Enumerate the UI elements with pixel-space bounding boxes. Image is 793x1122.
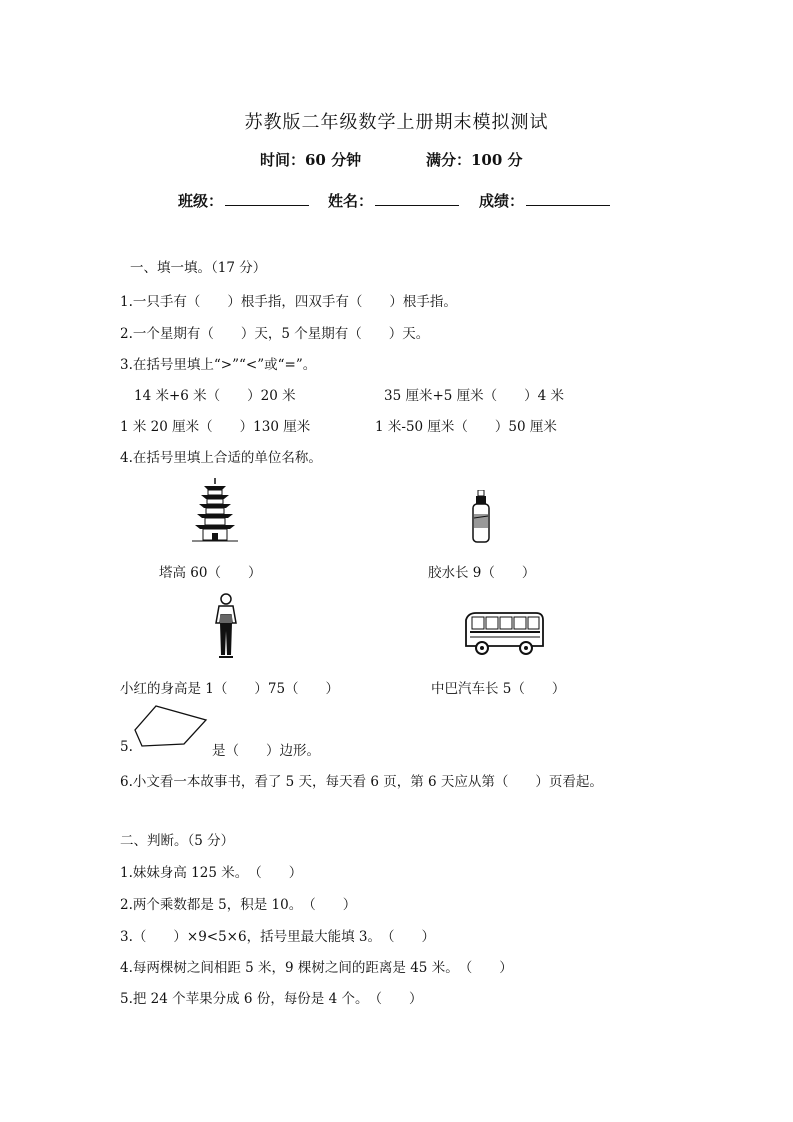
s2-question-5: 5.把 24 个苹果分成 6 份，每份是 4 个。 （ ） (120, 991, 423, 1007)
class-label: 班级： (178, 192, 224, 210)
page-title: 苏教版二年级数学上册期末模拟测试 (244, 112, 549, 133)
s1-question-4a: 塔高 60（ ） (159, 565, 262, 581)
s2-question-4: 4.每两棵树之间相距 5 米，9 棵树之间的距离是 45 米。 （ ） (120, 960, 513, 976)
s1-question-4d: 中巴汽车长 5（ ） (431, 681, 566, 697)
class-field (178, 190, 309, 211)
s1-question-3b: 35 厘米+5 厘米（ ）4 米 (384, 388, 565, 404)
pentagon-shape (132, 704, 210, 750)
s1-question-5-number: 5. (120, 739, 133, 755)
s2-question-2: 2.两个乘数都是 5，积是 10。 （ ） (120, 897, 357, 913)
grade-field (479, 190, 610, 211)
s1-question-3c: 1 米 20 厘米（ ）130 厘米 (120, 419, 311, 435)
name-field (328, 190, 459, 211)
s1-question-1: 1.一只手有（ ）根手指，四双手有（ ）根手指。 (120, 294, 457, 310)
s1-question-4b: 胶水长 9（ ） (428, 565, 536, 581)
s1-question-4c: 小红的身高是 1（ ）75（ ） (120, 681, 340, 697)
s1-question-3a: 14 米+6 米（ ）20 米 (134, 388, 296, 404)
grade-label: 成绩： (479, 192, 525, 210)
minibus-image (462, 610, 546, 658)
name-label: 姓名： (328, 192, 374, 210)
class-blank[interactable] (225, 191, 309, 206)
s2-question-3: 3.（ ）×9<5×6，括号里最大能填 3。 （ ） (120, 929, 435, 945)
s1-question-4: 4.在括号里填上合适的单位名称。 (120, 450, 322, 466)
s1-question-3d: 1 米-50 厘米（ ）50 厘米 (375, 419, 557, 435)
section2-heading: 二、判断。（5 分） (120, 833, 235, 849)
exam-full-score: 满分：100 分 (426, 151, 523, 169)
glue-bottle-image (470, 490, 492, 544)
s1-question-2: 2.一个星期有（ ）天，5 个星期有（ ）天。 (120, 326, 430, 342)
s1-question-6: 6.小文看一本故事书，看了 5 天，每天看 6 页，第 6 天应从第（ ）页看起。 (120, 774, 603, 790)
exam-time: 时间：60 分钟 (260, 151, 362, 169)
name-blank[interactable] (375, 191, 459, 206)
s2-question-1: 1.妹妹身高 125 米。 （ ） (120, 865, 303, 881)
person-image (212, 593, 240, 659)
s1-question-5-text: 是（ ）边形。 (212, 743, 320, 759)
s1-question-3: 3.在括号里填上“>”“<”或“=”。 (120, 357, 317, 373)
pagoda-image (192, 478, 238, 542)
grade-blank[interactable] (526, 191, 610, 206)
section1-heading: 一、填一填。（17 分） (130, 260, 267, 276)
